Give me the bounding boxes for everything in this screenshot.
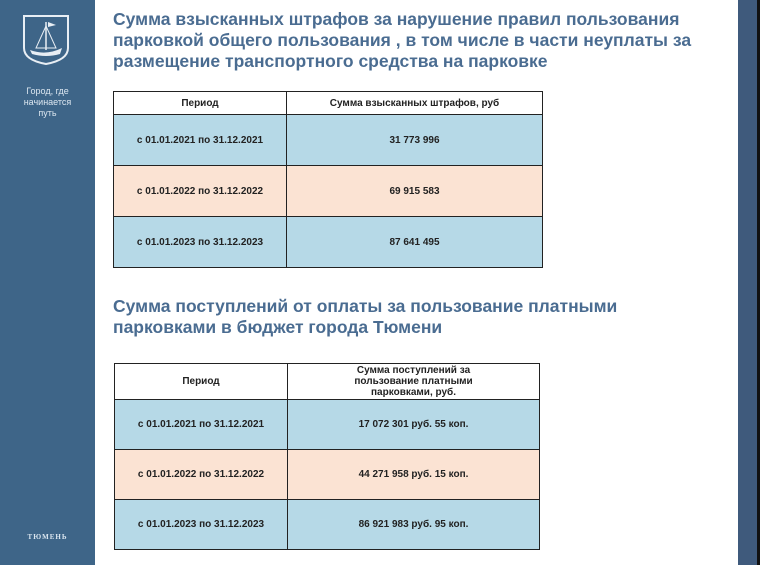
table-row bbox=[115, 450, 540, 500]
city-motto: Город, где начинается путь bbox=[23, 86, 72, 118]
right-edge-bar bbox=[738, 0, 760, 565]
tyumen-crest-icon bbox=[22, 14, 70, 66]
amount-cell: 44 271 958 руб. 15 коп. bbox=[288, 450, 540, 500]
period-cell: с 01.01.2023 по 31.12.2023 bbox=[115, 500, 288, 550]
table-row bbox=[115, 500, 540, 550]
period-cell: с 01.01.2021 по 31.12.2021 bbox=[115, 400, 288, 450]
period-cell: с 01.01.2023 по 31.12.2023 bbox=[114, 217, 287, 268]
table-row bbox=[115, 400, 540, 450]
city-name: ТЮМЕНЬ bbox=[27, 533, 68, 541]
amount-cell: 69 915 583 bbox=[287, 166, 543, 217]
revenue-table bbox=[114, 363, 540, 550]
column-header: Сумма поступлений за пользование платными парковками, руб. bbox=[288, 364, 540, 400]
fines-table bbox=[113, 91, 543, 268]
column-header: Период bbox=[115, 364, 288, 400]
period-cell: с 01.01.2021 по 31.12.2021 bbox=[114, 115, 287, 166]
column-header: Период bbox=[114, 92, 287, 115]
period-cell: с 01.01.2022 по 31.12.2022 bbox=[114, 166, 287, 217]
amount-cell: 87 641 495 bbox=[287, 217, 543, 268]
amount-cell: 86 921 983 руб. 95 коп. bbox=[288, 500, 540, 550]
table-header-row bbox=[115, 364, 540, 400]
amount-cell: 17 072 301 руб. 55 коп. bbox=[288, 400, 540, 450]
sidebar bbox=[0, 0, 95, 565]
table-row bbox=[114, 115, 543, 166]
revenue-heading: Сумма поступлений от оплаты за пользование платными парковками в бюджет города Тюмени bbox=[113, 296, 618, 337]
fines-heading: Сумма взысканных штрафов за нарушение правил пользования парковкой общего пользования , в том числе в части неуплаты за размещение транспортного средства на парковке bbox=[113, 9, 692, 71]
column-header: Сумма взысканных штрафов, руб bbox=[287, 92, 543, 115]
period-cell: с 01.01.2022 по 31.12.2022 bbox=[115, 450, 288, 500]
table-row bbox=[114, 217, 543, 268]
amount-cell: 31 773 996 bbox=[287, 115, 543, 166]
table-header-row bbox=[114, 92, 543, 115]
table-row bbox=[114, 166, 543, 217]
